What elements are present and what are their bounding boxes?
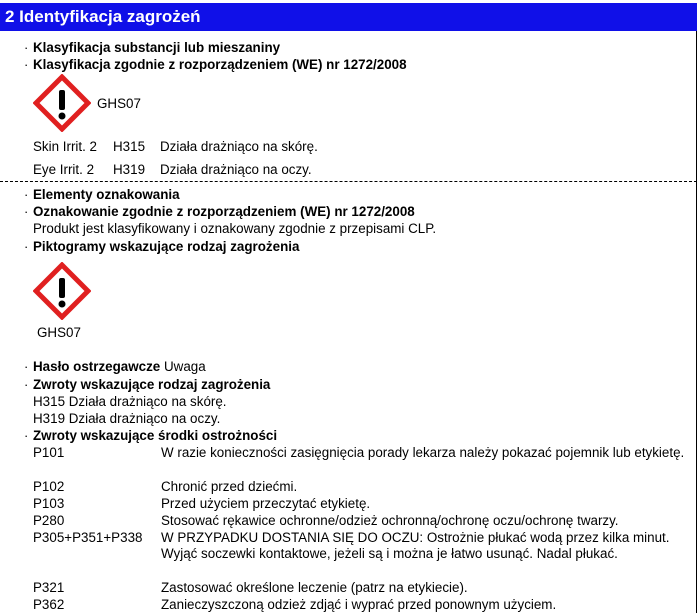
bullet: · (24, 40, 29, 55)
precaution-text: W PRZYPADKU DOSTANIA SIĘ DO OCZU: Ostrożnie płukać wodą przez kilka minut. Wyjąć soczewki kontaktowe, jeżeli są i można je łatwo usunąć. Nadal płukać. (161, 530, 670, 561)
bullet: · (24, 204, 29, 219)
dashed-divider (0, 181, 697, 182)
precaution-text: Przed użyciem przeczytać etykietę. (161, 496, 371, 511)
precaution-text: Chronić przed dziećmi. (161, 479, 298, 494)
bullet: · (24, 187, 29, 202)
labelling-note: Produkt jest klasyfikowany i oznakowany zgodnie z przepisami CLP. (33, 221, 437, 236)
precaution-code: P103 (33, 496, 65, 511)
precaution-text: Zastosować określone leczenie (patrz na etykiecie). (161, 580, 468, 595)
pictogram-label: GHS07 (97, 96, 141, 111)
heading-labelling-clp: Oznakowanie zgodnie z rozporządzeniem (WE) nr 1272/2008 (33, 204, 415, 219)
precaution-code: P305+P351+P338 (33, 530, 143, 545)
pictogram-label: GHS07 (37, 325, 81, 340)
precaution-text: W razie konieczności zasięgnięcia porady lekarza należy pokazać pojemnik lub etykietę. (161, 445, 685, 460)
precaution-code: P362 (33, 597, 65, 612)
hazard-text: Działa drażniąco na oczy. (160, 162, 312, 177)
ghs07-exclamation-icon (33, 74, 91, 132)
ghs07-exclamation-icon (33, 262, 91, 320)
signal-word-label: Hasło ostrzegawcze (33, 359, 161, 374)
hazard-code: H315 (113, 139, 146, 154)
precaution-code: P101 (33, 445, 65, 460)
precaution-text: Zanieczyszczoną odzież zdjąć i wyprać przed ponownym użyciem. (161, 597, 557, 612)
bullet: · (24, 57, 29, 72)
heading-label-elements: Elementy oznakowania (33, 187, 180, 202)
hazard-class: Eye Irrit. 2 (33, 162, 95, 177)
heading-precautions: Zwroty wskazujące środki ostrożności (33, 428, 278, 443)
section-title: 2 Identyfikacja zagrożeń (5, 7, 201, 26)
bullet: · (24, 359, 29, 374)
hazard-class: Skin Irrit. 2 (33, 139, 97, 154)
heading-classification-clp: Klasyfikacja zgodnie z rozporządzeniem (WE) nr 1272/2008 (33, 57, 407, 72)
bullet: · (24, 428, 29, 443)
precaution-code: P280 (33, 513, 65, 528)
bullet: · (24, 239, 29, 254)
precaution-code: P321 (33, 580, 65, 595)
bullet: · (24, 377, 29, 392)
hazard-statement: H315 Działa drażniąco na skórę. (33, 394, 227, 409)
precaution-text: Stosować rękawice ochronne/odzież ochronną/ochronę oczu/ochronę twarzy. (161, 513, 619, 528)
hazard-text: Działa drażniąco na skórę. (160, 139, 318, 154)
hazard-statement: H319 Działa drażniąco na oczy. (33, 411, 221, 426)
section-header (0, 3, 697, 31)
hazard-code: H319 (113, 162, 146, 177)
heading-classification: Klasyfikacja substancji lub mieszaniny (33, 40, 281, 55)
heading-pictograms: Piktogramy wskazujące rodzaj zagrożenia (33, 239, 300, 254)
signal-word: Uwaga (164, 359, 206, 374)
heading-hazard-statements: Zwroty wskazujące rodzaj zagrożenia (33, 377, 271, 392)
signal-word-row (33, 359, 206, 375)
precaution-code: P102 (33, 479, 65, 494)
